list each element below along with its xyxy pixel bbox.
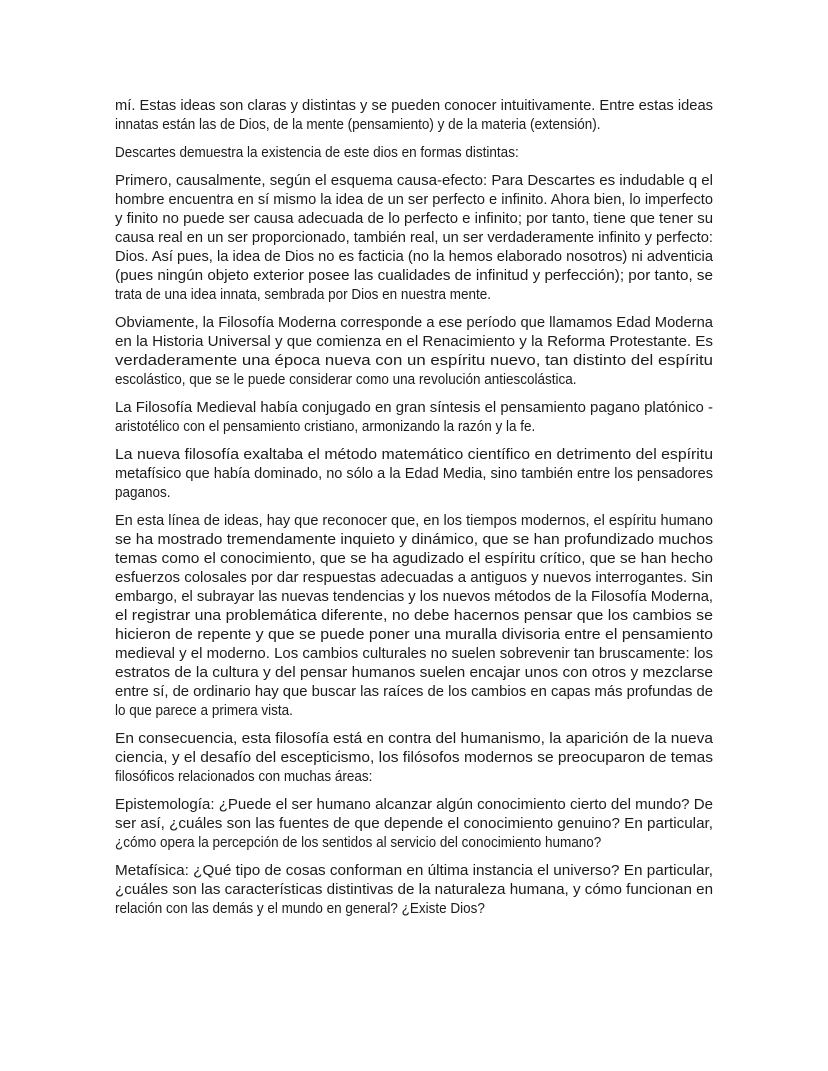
text-line: causa real en un ser proporcionado, también real, un ser verdaderamente infinito y perfecto: xyxy=(115,229,713,246)
text-line: metafísico que había dominado, no sólo a la Edad Media, sino también entre los pensadores xyxy=(115,465,713,482)
paragraph-metaphysics xyxy=(115,861,713,918)
paragraph-innate-ideas xyxy=(115,96,713,134)
paragraph-causal-proof xyxy=(115,171,713,304)
text-line: filosóficos relacionados con muchas áreas: xyxy=(115,768,373,785)
paragraph-modern-spirit xyxy=(115,511,713,720)
text-line: Dios. Así pues, la idea de Dios no es facticia (no la hemos elaborado nosotros) ni adventicia xyxy=(115,248,713,265)
text-line: ciencia, y el desafío del escepticismo, los filósofos modernos se preocuparon de temas xyxy=(115,749,713,766)
paragraph-medieval-philosophy xyxy=(115,398,713,436)
text-line: y finito no puede ser causa adecuada de lo perfecto e infinito; por tanto, tiene que tener su xyxy=(115,210,713,227)
text-line: estratos de la cultura y del pensar humanos suelen encajar unos con otros y mezclarse xyxy=(115,664,713,681)
text-line: relación con las demás y el mundo en general? ¿Existe Dios? xyxy=(115,900,485,917)
text-line: entre sí, de ordinario hay que buscar las raíces de los cambios en capas más profundas de xyxy=(115,683,713,700)
document-page xyxy=(115,96,713,927)
text-line: esfuerzos colosales por dar respuestas adecuadas a antiguos y nuevos interrogantes. Sin xyxy=(115,569,713,586)
text-line: paganos. xyxy=(115,484,171,501)
paragraph-epistemology xyxy=(115,795,713,852)
text-line: escolástico, que se le puede considerar como una revolución antiescolástica. xyxy=(115,371,577,388)
text-line: embargo, el subrayar las nuevas tendencias y los nuevos métodos de la Filosofía Moderna, xyxy=(115,588,713,605)
text-line: ¿cómo opera la percepción de los sentidos al servicio del conocimiento humano? xyxy=(115,834,602,851)
text-line: (pues ningún objeto exterior posee las cualidades de infinitud y perfección); por tanto, se xyxy=(115,267,713,284)
text-line: ¿cuáles son las características distintivas de la naturaleza humana, y cómo funcionan en xyxy=(115,881,713,898)
text-line: Epistemología: ¿Puede el ser humano alcanzar algún conocimiento cierto del mundo? De xyxy=(115,796,713,813)
text-line: trata de una idea innata, sembrada por Dios en nuestra mente. xyxy=(115,286,491,303)
paragraph-consequence xyxy=(115,729,713,786)
text-line: medieval y el moderno. Los cambios culturales no suelen sobrevenir tan bruscamente: los xyxy=(115,645,713,662)
text-line: el registrar una problemática diferente, no debe hacernos pensar que los cambios se xyxy=(115,607,713,624)
paragraph-modern-philosophy xyxy=(115,313,713,389)
text-line: En consecuencia, esta filosofía está en contra del humanismo, la aparición de la nueva xyxy=(115,730,713,747)
text-line: se ha mostrado tremendamente inquieto y dinámico, que se han profundizado muchos xyxy=(115,531,713,548)
text-line: ser así, ¿cuáles son las fuentes de que depende el conocimiento genuino? En particular, xyxy=(115,815,713,832)
text-line: Primero, causalmente, según el esquema causa-efecto: Para Descartes es indudable q el xyxy=(115,172,713,189)
text-line: Metafísica: ¿Qué tipo de cosas conforman en última instancia el universo? En particular, xyxy=(115,862,713,879)
text-line: temas como el conocimiento, que se ha agudizado el espíritu crítico, que se han hecho xyxy=(115,550,713,567)
text-line: aristotélico con el pensamiento cristiano, armonizando la razón y la fe. xyxy=(115,418,536,435)
text-line: mí. Estas ideas son claras y distintas y se pueden conocer intuitivamente. Entre estas ideas xyxy=(115,97,713,114)
text-line: hicieron de repente y que se puede poner una muralla divisoria entre el pensamiento xyxy=(115,626,713,643)
text-line: verdaderamente una época nueva con un espíritu nuevo, tan distinto del espíritu xyxy=(115,352,713,369)
text-line: innatas están las de Dios, de la mente (pensamiento) y de la materia (extensión). xyxy=(115,116,601,133)
text-line: Obviamente, la Filosofía Moderna corresponde a ese período que llamamos Edad Moderna xyxy=(115,314,713,331)
text-line: lo que parece a primera vista. xyxy=(115,702,293,719)
text-line: Descartes demuestra la existencia de este dios en formas distintas: xyxy=(115,144,519,161)
text-line: La Filosofía Medieval había conjugado en gran síntesis el pensamiento pagano platónico - xyxy=(115,399,713,416)
text-line: hombre encuentra en sí mismo la idea de un ser perfecto e infinito. Ahora bien, lo imperfecto xyxy=(115,191,713,208)
text-line: En esta línea de ideas, hay que reconocer que, en los tiempos modernos, el espíritu humano xyxy=(115,512,713,529)
paragraph-descartes-proofs xyxy=(115,143,713,162)
paragraph-new-philosophy xyxy=(115,445,713,502)
text-line: en la Historia Universal y que comienza en el Renacimiento y la Reforma Protestante. Es xyxy=(115,333,713,350)
text-line: La nueva filosofía exaltaba el método matemático científico en detrimento del espíritu xyxy=(115,446,713,463)
